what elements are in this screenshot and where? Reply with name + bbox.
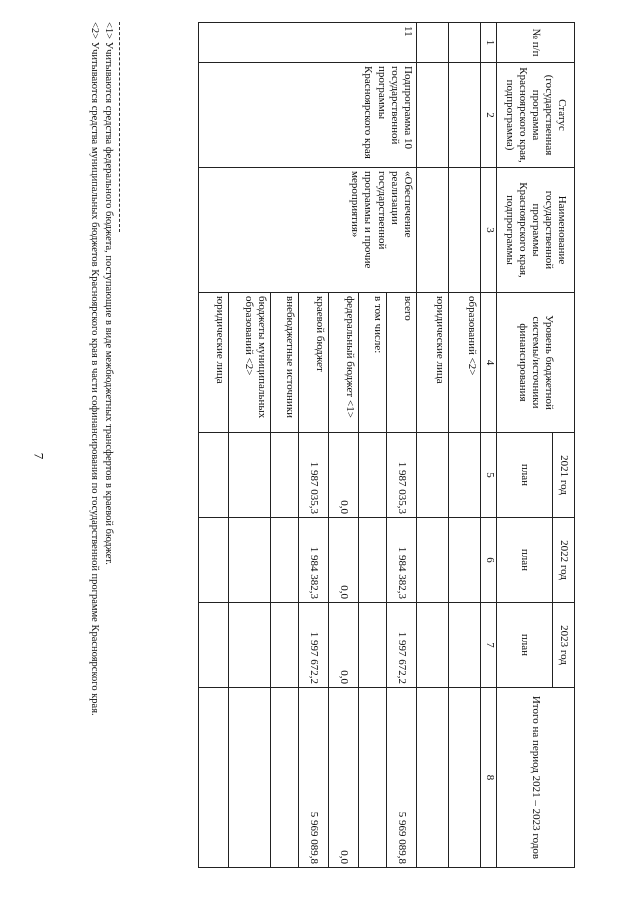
- level-cell: юридические лица: [199, 293, 229, 433]
- footnotes: [87, 22, 120, 867]
- header-plan-2022: план: [497, 518, 553, 603]
- footnote-1: <1> Учитываются средства федерального бюджета, поступающие в виде межбюджетных трансфертов в краевой бюджет.: [103, 22, 114, 565]
- table-row: [417, 23, 449, 868]
- level-cell: образований <2>: [449, 293, 481, 433]
- header-name: Наименование государственной программы Красноярского края, подпрограммы: [497, 168, 575, 293]
- col-number: 7: [481, 603, 497, 688]
- level-cell: краевой бюджет: [299, 293, 329, 433]
- header-status: Статус (государственная программа Красноярского края, подпрограмма): [497, 63, 575, 168]
- col-number: 6: [481, 518, 497, 603]
- value-2023: 1 997 672,2: [299, 603, 329, 688]
- header-total: Итого на период 2021 – 2023 годов: [497, 688, 575, 868]
- level-cell: бюджеты муниципальных образований <2>: [229, 293, 271, 433]
- value-2023: [359, 603, 387, 688]
- value-2021: 0,0: [329, 433, 359, 518]
- value-total: 5 969 089,8: [299, 688, 329, 868]
- value-total: [359, 688, 387, 868]
- table-row: [449, 23, 481, 868]
- value-2023: 0,0: [329, 603, 359, 688]
- level-cell: федеральный бюджет <1>: [329, 293, 359, 433]
- header-row-1: [553, 23, 575, 868]
- col-number: 5: [481, 433, 497, 518]
- row-name: «Обеспечение реализации государственной программы и прочие мероприятия»: [199, 168, 417, 293]
- table-row: [387, 23, 417, 868]
- value-2023: 1 997 672,2: [387, 603, 417, 688]
- value-2021: 1 987 035,3: [387, 433, 417, 518]
- level-cell: в том числе:: [359, 293, 387, 433]
- financing-table: [198, 22, 575, 868]
- header-2022: 2022 год: [553, 518, 575, 603]
- header-2021: 2021 год: [553, 433, 575, 518]
- page-number: 7: [31, 452, 47, 460]
- value-2021: 1 987 035,3: [299, 433, 329, 518]
- value-total: 5 969 089,8: [387, 688, 417, 868]
- value-2022: 1 984 382,3: [387, 518, 417, 603]
- value-2022: [359, 518, 387, 603]
- level-cell: всего: [387, 293, 417, 433]
- header-2023: 2023 год: [553, 603, 575, 688]
- header-plan-2023: план: [497, 603, 553, 688]
- value-2022: 1 984 382,3: [299, 518, 329, 603]
- col-number: 1: [481, 23, 497, 63]
- value-2021: [359, 433, 387, 518]
- col-number: 8: [481, 688, 497, 868]
- header-no: № п/п: [497, 23, 575, 63]
- value-total: 0,0: [329, 688, 359, 868]
- level-cell: юридические лица: [417, 293, 449, 433]
- col-number: 2: [481, 63, 497, 168]
- col-number: 3: [481, 168, 497, 293]
- value-2022: 0,0: [329, 518, 359, 603]
- footnote-divider: [119, 22, 120, 232]
- row-number: 11: [199, 23, 417, 63]
- header-plan-2021: план: [497, 433, 553, 518]
- header-level: Уровень бюджетной системы/источники финансирования: [497, 293, 575, 433]
- level-cell: внебюджетные источники: [271, 293, 299, 433]
- landscape-page: [15, 22, 575, 867]
- footnote-2: <2> Учитываются средства муниципальных бюджетов Красноярского края в части софинансирования по государственной программе Красноярского края.: [88, 22, 100, 716]
- row-status: Подпрограмма 10 государственной программы Красноярского края: [199, 63, 417, 168]
- column-numbers-row: [481, 23, 497, 868]
- col-number: 4: [481, 293, 497, 433]
